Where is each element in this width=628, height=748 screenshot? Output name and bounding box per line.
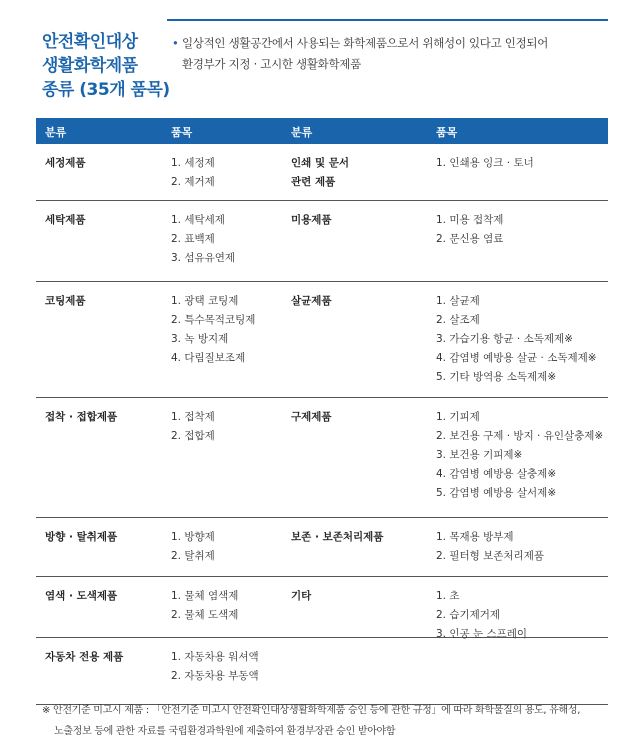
item-label: 2. 자동차용 부동액 [171, 670, 259, 682]
item-label: 1. 초 [436, 590, 460, 602]
header-category: 분류 [45, 126, 67, 139]
category-label: 살균제품 [291, 295, 332, 307]
footnote-line: 노출정보 등에 관한 자료를 국립환경과학원에 제출하여 환경부장관 승인 받아야함 [54, 726, 396, 737]
category-label: 구제제품 [291, 411, 332, 423]
category-label: 미용제품 [291, 214, 332, 226]
table-row [36, 398, 608, 518]
item-label: 3. 인공 눈 스프레이 [436, 628, 528, 640]
item-label: 2. 물체 도색제 [171, 609, 239, 621]
left-category [45, 154, 86, 173]
item-label: 1. 기피제 [436, 411, 480, 423]
item-label: 3. 보건용 기피제※ [436, 449, 523, 461]
left-items [171, 648, 259, 686]
right-category [291, 211, 332, 230]
category-label: 코팅제품 [45, 295, 86, 307]
item-label: 1. 접착제 [171, 411, 215, 423]
category-label: 관련 제품 [291, 176, 336, 188]
left-category [45, 211, 86, 230]
item-label: 1. 인쇄용 잉크 · 토너 [436, 157, 534, 169]
title-line: 안전확인대상 [42, 32, 138, 52]
left-category [45, 408, 117, 427]
item-label: 3. 가습기용 항균 · 소독제제※ [436, 333, 573, 345]
category-label: 방향 · 탈취제품 [45, 531, 118, 543]
table-row [36, 577, 608, 638]
right-category [291, 154, 349, 192]
description-line: 일상적인 생활공간에서 사용되는 화학제품으로서 위해성이 있다고 인정되어 [182, 36, 549, 50]
category-label: 세탁제품 [45, 214, 86, 226]
table-body [36, 144, 608, 705]
item-label: 4. 감염병 예방용 살균 · 소독제제※ [436, 352, 597, 364]
item-label: 5. 기타 방역용 소독제제※ [436, 371, 557, 383]
right-items [436, 292, 597, 387]
right-items [436, 211, 503, 249]
category-label: 접착 · 접합제품 [45, 411, 118, 423]
category-label: 자동차 전용 제품 [45, 651, 124, 663]
left-items [171, 211, 235, 268]
right-items [436, 408, 603, 503]
product-table [36, 118, 608, 705]
category-label: 인쇄 및 문서 [291, 157, 350, 169]
description-line: 환경부가 지정 · 고시한 생활화학제품 [182, 57, 361, 71]
item-label: 2. 보건용 구제 · 방지 · 유인살충제※ [436, 430, 604, 442]
item-label: 2. 특수목적코팅제 [171, 314, 256, 326]
left-items [171, 154, 215, 192]
item-label: 1. 살균제 [436, 295, 480, 307]
right-category [291, 587, 311, 606]
item-label: 2. 표백제 [171, 233, 215, 245]
item-label: 3. 녹 방지제 [171, 333, 229, 345]
item-label: 2. 습기제거제 [436, 609, 501, 621]
table-row [36, 144, 608, 201]
item-label: 1. 방향제 [171, 531, 215, 543]
top-rule [167, 19, 608, 21]
item-label: 4. 감염병 예방용 살충제※ [436, 468, 557, 480]
item-label: 1. 미용 접착제 [436, 214, 504, 226]
page-title [42, 30, 172, 102]
header-items: 품목 [436, 126, 458, 139]
right-category [291, 408, 332, 427]
left-category [45, 292, 86, 311]
category-label: 염색 · 도색제품 [45, 590, 118, 602]
table-header [36, 118, 608, 144]
category-label: 세정제품 [45, 157, 86, 169]
left-items [171, 408, 215, 446]
left-category [45, 587, 117, 606]
footnote [42, 700, 608, 742]
left-category [45, 648, 123, 667]
header-items: 품목 [171, 126, 193, 139]
header-category: 분류 [291, 126, 313, 139]
item-label: 1. 세정제 [171, 157, 215, 169]
right-category [291, 528, 383, 547]
right-items [436, 154, 534, 173]
footnote-line: ※ 안전기준 미고시 제품 : 「안전기준 미고시 안전확인대상생활화학제품 승인 등에 관한 규정」에 따라 화학물질의 용도, 유해성, [42, 705, 581, 716]
table-row [36, 282, 608, 398]
description [172, 33, 548, 75]
right-items [436, 587, 527, 644]
left-items [171, 528, 215, 566]
item-label: 4. 다림질보조제 [171, 352, 246, 364]
item-label: 2. 접합제 [171, 430, 215, 442]
item-label: 2. 제거제 [171, 176, 215, 188]
category-label: 기타 [291, 590, 312, 602]
item-label: 1. 광택 코팅제 [171, 295, 239, 307]
item-label: 5. 감염병 예방용 살서제※ [436, 487, 557, 499]
right-category [291, 292, 332, 311]
table-row [36, 518, 608, 577]
left-category [45, 528, 117, 547]
item-label: 1. 자동차용 워셔액 [171, 651, 259, 663]
item-label: 2. 탈취제 [171, 550, 215, 562]
item-label: 2. 살조제 [436, 314, 480, 326]
left-items [171, 292, 255, 368]
item-label: 1. 세탁세제 [171, 214, 225, 226]
right-items [436, 528, 544, 566]
table-row [36, 201, 608, 282]
item-label: 1. 물체 염색제 [171, 590, 239, 602]
item-label: 2. 문신용 염료 [436, 233, 504, 245]
category-label: 보존 · 보존처리제품 [291, 531, 384, 543]
item-label: 2. 필터형 보존처리제품 [436, 550, 544, 562]
title-line: 생활화학제품 [42, 56, 138, 76]
bullet-icon: • [172, 36, 179, 50]
left-items [171, 587, 238, 625]
item-label: 1. 목재용 방부제 [436, 531, 514, 543]
title-line: 종류 (35개 품목) [42, 80, 170, 100]
item-label: 3. 섬유유연제 [171, 252, 236, 264]
table-row [36, 638, 608, 705]
